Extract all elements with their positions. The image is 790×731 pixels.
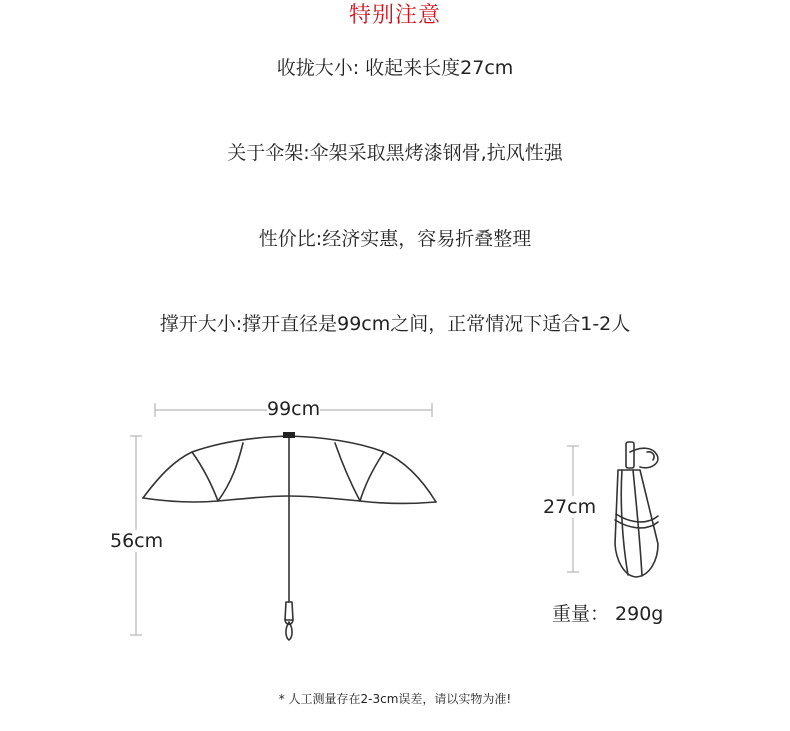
- spec-frame: 关于伞架:伞架采取黑烤漆钢骨,抗风性强: [227, 142, 563, 164]
- measurement-note: * 人工测量存在2-3cm误差，请以实物为准!: [278, 692, 512, 706]
- umbrella-width-label: 99cm: [267, 398, 321, 420]
- spec-open-size: 撑开大小:撑开直径是99cm之间，正常情况下适合1-2人: [159, 313, 631, 335]
- umbrella-height-label: 56cm: [110, 530, 164, 552]
- weight-label: 重量： 290g: [552, 603, 664, 625]
- page-title: 特别注意: [348, 3, 441, 28]
- folded-length-label: 27cm: [543, 496, 597, 518]
- spec-folded-size: 收拢大小: 收起来长度27cm: [276, 57, 514, 79]
- spec-value: 性价比:经济实惠，容易折叠整理: [258, 228, 532, 250]
- folded-umbrella-icon: [615, 442, 658, 577]
- open-umbrella-icon: [143, 432, 436, 640]
